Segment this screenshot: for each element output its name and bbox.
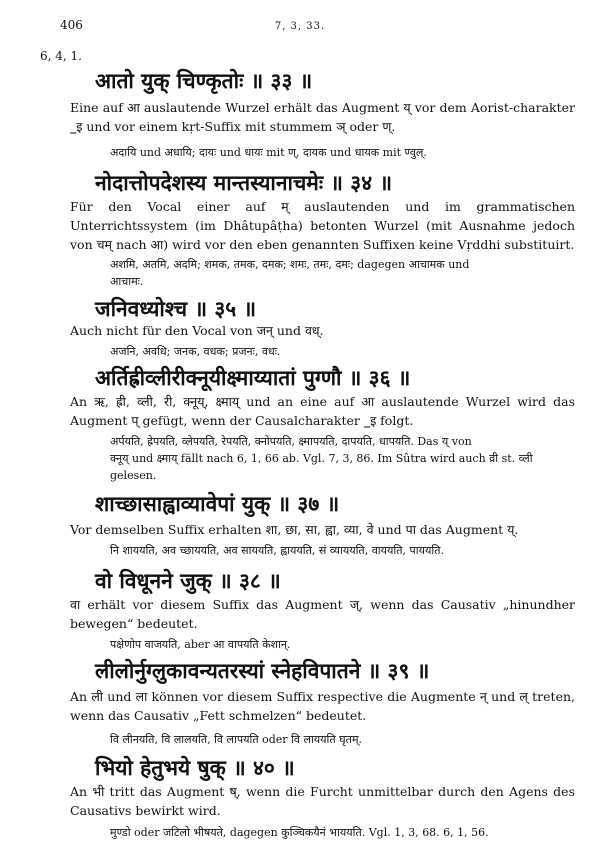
sutra-translation: An ऋ, ह्री, व्ली, री, क्नूय्, क्ष्माय् und an eine auf आ auslautende Wurzel wird das Augment प् gefügt, wenn der Causalcharakter ‗इ folgt.: [70, 394, 575, 428]
sutra-title: वो विधूनने जुक् ॥ ३८ ॥: [95, 568, 281, 593]
page-number: 406: [60, 18, 83, 32]
sutra-title: नोदात्तोपदेशस्य मान्तस्यानाचमेः ॥ ३४ ॥: [95, 170, 393, 195]
sutra-translation: Auch nicht für den Vocal von जन् und वध्.: [70, 323, 324, 338]
sutra-example: अशमि, अतमि, अदमि; शमक, तमक, दमक; शमः, तमः, दमः; dagegen आचामक und: [110, 258, 470, 271]
sutra-example: क्नूय् und क्ष्माय् fällt nach 6, 1, 66 ab. Vgl. 7, 3, 86. Im Sûtra wird auch व्री st. व्ली: [110, 452, 533, 465]
sutra-title: आतो युक् चिण्कृतोः ॥ ३३ ॥: [95, 68, 313, 93]
sutra-translation: Für den Vocal einer auf म् auslautenden und im grammatischen Unterrichtssystem (im Dhâtupâṭha) betonten Wurzel (mit Ausnahme jedoch von चम् nach आ) wird vor den eben genannten Suffixen keine Vṛddhi substituirt.: [70, 199, 575, 252]
sutra-title: अर्तिह्रीव्लीरीक्नूयीक्ष्माय्यातां पुग्णौ ॥ ३६ ॥: [95, 365, 411, 390]
sutra-translation: वा erhält vor diesem Suffix das Augment ज्, wenn das Causativ „hinundher bewegen“ bedeutet.: [70, 597, 575, 631]
sutra-example: अदायि und अधायि; दायः und धायः mit ण्, दायक und धायक mit ण्वुल्.: [110, 146, 427, 159]
sutra-example: वि लीनयति, वि लालयति, वि लापयति oder वि लाययति घृतम्.: [110, 733, 363, 746]
sutra-example: मुण्डो oder जटिलो भीषयते, dagegen कुञ्चिकयैनं भाययति. Vgl. 1, 3, 68. 6, 1, 56.: [110, 826, 489, 839]
sutra-example: gelesen.: [110, 469, 157, 482]
sutra-translation: Vor demselben Suffix erhalten शा, छा, सा, ह्वा, व्या, वे und पा das Augment य्.: [70, 522, 519, 537]
sutra-example: नि शाययति, अव च्छाययति, अव साययति, ह्वाययति, सं व्याययति, वाययति, पाययति.: [110, 544, 445, 557]
sutra-title: लीलोर्नुग्लुकावन्यतरस्यां स्नेहविपातने ॥ ३९ ॥: [95, 658, 430, 683]
sutra-example: आचामः.: [110, 275, 144, 288]
sutra-title: जनिवध्योश्च ॥ ३५ ॥: [95, 296, 257, 321]
sutra-title: भियो हेतुभये षुक् ॥ ४० ॥: [95, 755, 295, 780]
sutra-title: शाच्छासाह्वाव्यावेपां युक् ॥ ३७ ॥: [95, 491, 340, 516]
sutra-example: अजनि, अवधि; जनक, वधक; प्रजनः, वधः.: [110, 345, 281, 358]
section-reference: 7, 3, 33.: [274, 21, 326, 32]
sutra-translation: An ली und ला können vor diesem Suffix respective die Augmente न् und ल् treten, wenn das Causativ „Fett schmelzen“ bedeutet.: [70, 689, 575, 723]
side-reference: 6, 4, 1.: [40, 49, 82, 63]
sutra-translation: Eine auf आ auslautende Wurzel erhält das Augment य् vor dem Aorist-charakter ‗इ und vor einem kṛt-Suffix mit stummem ञ् oder ण्.: [70, 100, 575, 134]
sutra-translation: An भी tritt das Augment ष्, wenn die Furcht unmittelbar durch den Agens des Causativs bewirkt wird.: [70, 784, 575, 818]
sutra-example: पक्षेणोप वाजयति, aber आ वापयति केशान्.: [110, 638, 291, 651]
sutra-example: अर्पयति, ह्रेपयति, व्लेपयति, रेपयति, क्नोपयति, क्ष्मापयति, दापयति, धापयति. Das य् von: [110, 435, 472, 448]
